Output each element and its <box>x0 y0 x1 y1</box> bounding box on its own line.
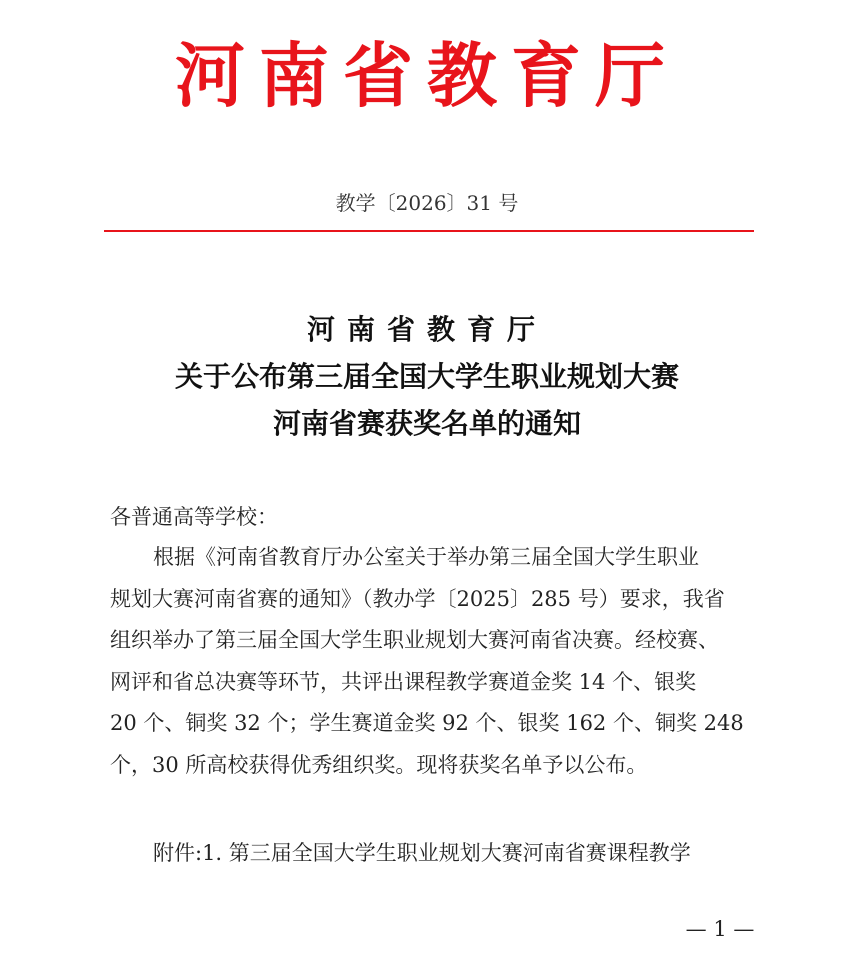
document-number: 教学〔2026〕31 号 <box>335 191 519 215</box>
title-line-subject: 关于公布第三届全国大学生职业规划大赛 <box>174 360 679 393</box>
body-paragraph <box>110 537 755 786</box>
document-title <box>0 306 854 447</box>
title-line-issuer: 河南省教育厅 <box>306 313 547 346</box>
body-line: 组织举办了第三届全国大学生职业规划大赛河南省决赛。经校赛、 <box>110 628 719 652</box>
title-line-subject-cont: 河南省赛获奖名单的通知 <box>272 407 581 440</box>
issuer-masthead: 河南省教育厅 <box>175 34 679 117</box>
body-line: 20 个、铜奖 32 个；学生赛道金奖 92 个、银奖 162 个、铜奖 248 <box>110 711 744 735</box>
body-line: 根据《河南省教育厅办公室关于举办第三届全国大学生职业 <box>153 545 699 569</box>
body-line: 个，30 所高校获得优秀组织奖。现将获奖名单予以公布。 <box>110 752 648 777</box>
red-separator-line <box>104 230 754 232</box>
body-line: 规划大赛河南省赛的通知》（教办学〔2025〕285 号）要求，我省 <box>110 586 725 611</box>
page-number: — 1 — <box>685 917 755 941</box>
body-line: 网评和省总决赛等环节，共评出课程教学赛道金奖 14 个、银奖 <box>110 669 697 694</box>
salutation: 各普通高等学校： <box>110 505 278 529</box>
attachment-line: 附件:1. 第三届全国大学生职业规划大赛河南省赛课程教学 <box>153 841 691 865</box>
